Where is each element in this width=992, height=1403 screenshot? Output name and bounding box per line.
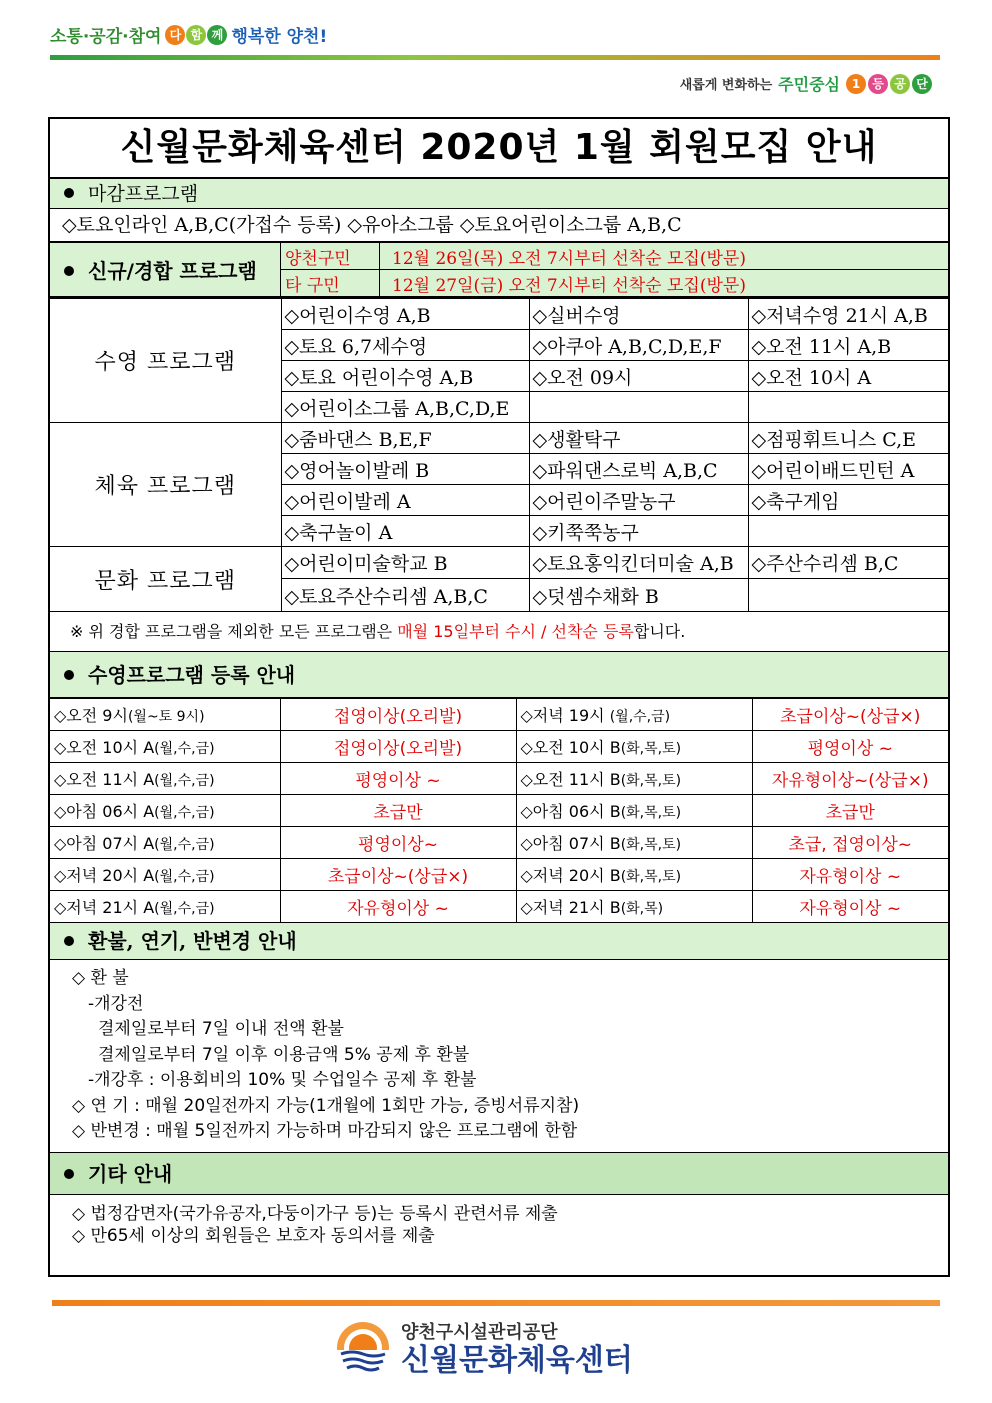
- class-level: 자유형이상~(상급×): [752, 763, 948, 795]
- class-time: ◇저녁 21시 B: [520, 898, 621, 917]
- class-days: (화,목,토): [620, 869, 682, 885]
- program-item: [529, 392, 748, 423]
- class-level: 접영이상(오리발): [280, 731, 516, 763]
- program-item: ◇축구놀이 A: [281, 516, 529, 547]
- class-level: 자유형이상 ~: [752, 891, 948, 923]
- class-time: ◇오전 11시 A: [54, 770, 155, 789]
- refund-line: ◇ 환 불: [72, 968, 129, 988]
- refund-details: [50, 960, 948, 1153]
- class-time: ◇오전 11시 B: [520, 770, 621, 789]
- new-program-heading: 신규/경합 프로그램: [88, 259, 257, 283]
- etc-line: ◇ 만65세 이상의 회원들은 보호자 동의서를 제출: [72, 1226, 435, 1246]
- program-item: [748, 579, 948, 612]
- sun-logo-icon: [335, 1320, 391, 1376]
- culture-category: 문화 프로그램: [50, 547, 281, 612]
- nonresident-label: 타 구민: [281, 270, 380, 298]
- header-divider: [50, 55, 940, 60]
- class-time: ◇아침 07시 B: [520, 834, 621, 853]
- program-item: ◇오전 09시: [529, 361, 748, 392]
- swim-registration-table: [50, 698, 948, 923]
- program-grid: [50, 298, 948, 612]
- program-item: ◇토요주산수리셈 A,B,C: [281, 579, 529, 612]
- class-time: ◇오전 9시: [54, 706, 128, 725]
- program-item: ◇오전 11시 A,B: [748, 330, 948, 361]
- class-level: 초급이상~(상급×): [752, 699, 948, 731]
- program-item: ◇어린이배드민턴 A: [748, 454, 948, 485]
- slogan-prefix: 소통·공감·참여: [50, 27, 162, 47]
- slogan-circle: 함: [186, 25, 206, 45]
- slogan-circle: 다: [165, 25, 185, 45]
- refund-heading: 환불, 연기, 반변경 안내: [88, 929, 297, 953]
- class-level: 평영이상 ~: [752, 731, 948, 763]
- program-item: ◇토요 6,7세수영: [281, 330, 529, 361]
- class-days: (화,목,토): [620, 805, 682, 821]
- table-row: [50, 891, 948, 923]
- etc-heading: 기타 안내: [88, 1162, 173, 1186]
- class-level: 초급만: [280, 795, 516, 827]
- bullet-icon: [64, 1169, 74, 1179]
- table-row: [50, 859, 948, 891]
- class-days: (화,목,토): [620, 741, 682, 757]
- class-days: (월,수,금): [609, 709, 671, 725]
- class-days: (월,수,금): [154, 837, 215, 853]
- class-level: 평영이상 ~: [280, 763, 516, 795]
- resident-schedule: 12월 26일(목) 오전 7시부터 선착순 모집(방문): [380, 243, 949, 270]
- table-row: [50, 699, 948, 731]
- program-item: ◇토요홍익킨더미술 A,B: [529, 547, 748, 579]
- class-level: 평영이상~: [280, 827, 516, 859]
- refund-line: -개강후 : 이용회비의 10% 및 수업일수 공제 후 환불: [88, 1070, 477, 1090]
- class-time: ◇저녁 21시 A: [54, 898, 155, 917]
- tagline-circle: 단: [912, 74, 932, 94]
- program-item: ◇어린이소그룹 A,B,C,D,E: [281, 392, 529, 423]
- footer-org: 양천구시설관리공단: [401, 1322, 558, 1343]
- program-item: ◇생활탁구: [529, 423, 748, 454]
- class-time: ◇저녁 20시 A: [54, 866, 155, 885]
- closing-section-header: [50, 179, 948, 209]
- program-item: ◇어린이미술학교 B: [281, 547, 529, 579]
- class-time: ◇저녁 19시: [520, 706, 610, 725]
- program-item: ◇아쿠아 A,B,C,D,E,F: [529, 330, 748, 361]
- program-item: ◇키쭉쭉농구: [529, 516, 748, 547]
- program-item: ◇파워댄스로빅 A,B,C: [529, 454, 748, 485]
- program-item: ◇저녁수영 21시 A,B: [748, 299, 948, 330]
- bullet-icon: [64, 266, 74, 276]
- notice-frame: [48, 117, 950, 1277]
- tagline-circle: 1: [846, 74, 866, 94]
- table-row: [50, 731, 948, 763]
- page-title: 신월문화체육센터 2020년 1월 회원모집 안내: [50, 119, 948, 179]
- slogan-circle: 께: [207, 25, 227, 45]
- resident-label: 양천구민: [281, 243, 380, 270]
- class-level: 자유형이상 ~: [752, 859, 948, 891]
- tagline-prefix: 새롭게 변화하는: [679, 78, 773, 93]
- refund-line: -개강전: [88, 993, 144, 1014]
- etc-details: [50, 1195, 948, 1255]
- program-item: [748, 392, 948, 423]
- footer: [335, 1318, 633, 1378]
- swim-category: 수영 프로그램: [50, 299, 281, 423]
- class-change-line: ◇ 반변경 : 매월 5일전까지 가능하며 마감되지 않은 프로그램에 한함: [72, 1121, 578, 1141]
- new-program-heading-cell: [50, 243, 281, 298]
- swim-registration-header: [50, 652, 948, 698]
- class-time: ◇오전 10시 A: [54, 738, 155, 757]
- closing-heading: 마감프로그램: [88, 183, 199, 205]
- program-item: ◇토요 어린이수영 A,B: [281, 361, 529, 392]
- program-item: ◇오전 10시 A: [748, 361, 948, 392]
- program-item: ◇실버수영: [529, 299, 748, 330]
- tagline-circle: 등: [868, 74, 888, 94]
- header-tagline: [680, 72, 932, 95]
- class-level: 초급, 접영이상~: [752, 827, 948, 859]
- class-level: 초급이상~(상급×): [280, 859, 516, 891]
- tagline-circle: 공: [890, 74, 910, 94]
- refund-line: 결제일로부터 7일 이내 전액 환불: [98, 1019, 344, 1039]
- class-days: (월,수,금): [154, 869, 215, 885]
- class-days: (월,수,금): [154, 741, 215, 757]
- nonresident-schedule: 12월 27일(금) 오전 7시부터 선착순 모집(방문): [380, 270, 949, 298]
- table-row: [50, 827, 948, 859]
- class-days: (월,수,금): [154, 773, 215, 789]
- tagline-focus: 주민중심: [778, 75, 840, 94]
- bullet-icon: [64, 670, 74, 680]
- footer-divider: [52, 1300, 940, 1306]
- tagline-logo: [846, 74, 932, 94]
- class-time: ◇저녁 20시 B: [520, 866, 621, 885]
- class-days: (화,목): [620, 901, 664, 917]
- header-slogan: [50, 22, 327, 47]
- program-item: ◇어린이수영 A,B: [281, 299, 529, 330]
- class-days: (월~토 9시): [127, 709, 205, 725]
- etc-section-header: [50, 1153, 948, 1195]
- refund-section-header: [50, 923, 948, 960]
- bullet-icon: [64, 188, 74, 198]
- program-item: ◇주산수리셈 B,C: [748, 547, 948, 579]
- class-level: 초급만: [752, 795, 948, 827]
- note-prefix: ※ 위 경합 프로그램을 제외한 모든 프로그램은: [70, 622, 398, 641]
- class-days: (월,수,금): [154, 901, 215, 917]
- class-days: (화,목,토): [620, 773, 682, 789]
- class-time: ◇아침 06시 B: [520, 802, 621, 821]
- class-time: ◇오전 10시 B: [520, 738, 621, 757]
- program-item: ◇줌바댄스 B,E,F: [281, 423, 529, 454]
- program-item: ◇영어놀이발레 B: [281, 454, 529, 485]
- swim-registration-heading: 수영프로그램 등록 안내: [88, 663, 296, 687]
- postpone-line: ◇ 연 기 : 매월 20일전까지 가능(1개월에 1회만 가능, 증빙서류지참): [72, 1095, 580, 1116]
- class-level: 자유형이상 ~: [280, 891, 516, 923]
- note-suffix: 합니다.: [633, 622, 686, 641]
- program-item: [748, 516, 948, 547]
- registration-note: [50, 612, 948, 652]
- class-time: ◇아침 07시 A: [54, 834, 155, 853]
- note-highlight: 매월 15일부터 수시 / 선착순 등록: [397, 622, 634, 641]
- closing-items: ◇토요인라인 A,B,C(가접수 등록) ◇유아소그룹 ◇토요어린이소그룹 A,B,C: [50, 209, 948, 242]
- class-days: (월,수,금): [154, 805, 215, 821]
- new-program-table: [50, 242, 948, 298]
- class-time: ◇아침 06시 A: [54, 802, 155, 821]
- refund-line: 결제일로부터 7일 이후 이용금액 5% 공제 후 환불: [98, 1044, 470, 1065]
- etc-line: ◇ 법정감면자(국가유공자,다둥이가구 등)는 등록시 관련서류 제출: [72, 1204, 558, 1224]
- program-item: ◇축구게임: [748, 485, 948, 516]
- table-row: [50, 763, 948, 795]
- class-level: 접영이상(오리발): [280, 699, 516, 731]
- slogan-logo: [165, 25, 227, 45]
- program-item: ◇어린이발레 A: [281, 485, 529, 516]
- footer-center-name: 신월문화체육센터: [401, 1343, 633, 1378]
- program-item: ◇어린이주말농구: [529, 485, 748, 516]
- sports-category: 체육 프로그램: [50, 423, 281, 547]
- bullet-icon: [64, 936, 74, 946]
- table-row: [50, 795, 948, 827]
- program-item: ◇덧셈수채화 B: [529, 579, 748, 612]
- program-item: ◇점핑휘트니스 C,E: [748, 423, 948, 454]
- slogan-suffix: 행복한 양천!: [231, 27, 328, 47]
- class-days: (화,목,토): [620, 837, 682, 853]
